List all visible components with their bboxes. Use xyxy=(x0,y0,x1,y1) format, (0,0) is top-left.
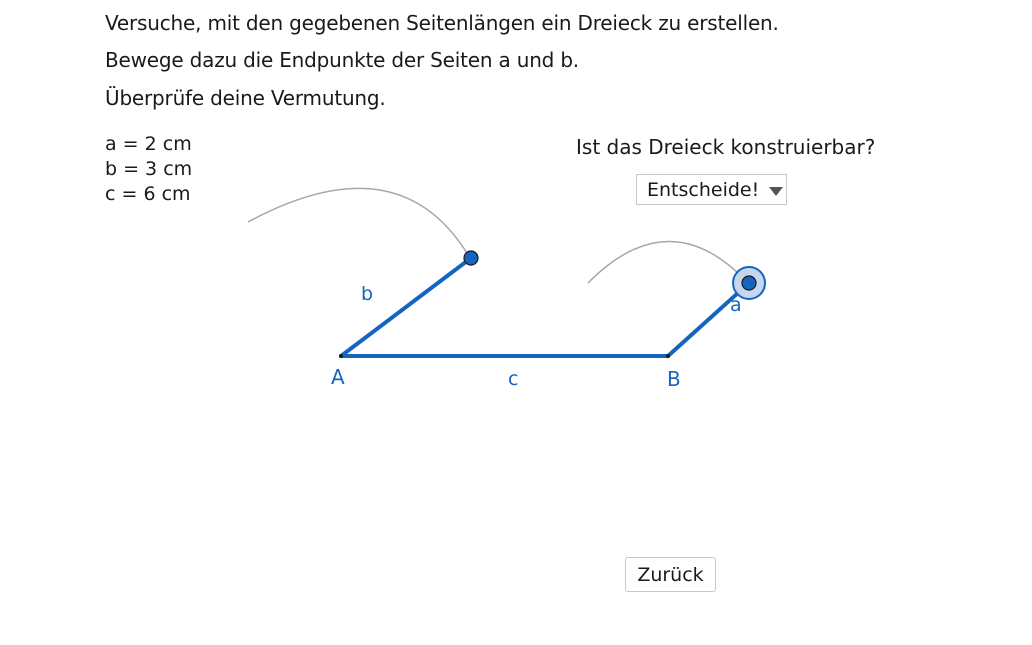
instruction-line-2: Bewege dazu die Endpunkte der Seiten a und b. xyxy=(105,48,579,72)
label-B: B xyxy=(667,367,681,391)
label-a: a xyxy=(730,294,742,316)
segment-b[interactable] xyxy=(341,258,471,356)
instruction-line-1: Versuche, mit den gegebenen Seitenlängen ein Dreieck zu erstellen. xyxy=(105,11,779,35)
label-A: A xyxy=(331,365,345,389)
point-A xyxy=(339,354,343,358)
side-length-a: a = 2 cm xyxy=(105,133,192,155)
side-length-c: c = 6 cm xyxy=(105,183,191,205)
dropdown-selected-value: Entscheide! xyxy=(647,178,760,201)
arc-around-B xyxy=(588,242,748,284)
back-button[interactable]: Zurück xyxy=(625,557,716,592)
point-B xyxy=(666,354,670,358)
instruction-line-3: Überprüfe deine Vermutung. xyxy=(105,86,386,110)
arc-around-A xyxy=(248,188,470,258)
question-text: Ist das Dreieck konstruierbar? xyxy=(576,135,876,159)
label-b: b xyxy=(361,283,374,305)
label-c: c xyxy=(508,368,519,390)
endpoint-b-handle[interactable] xyxy=(464,251,478,265)
side-length-b: b = 3 cm xyxy=(105,158,193,180)
